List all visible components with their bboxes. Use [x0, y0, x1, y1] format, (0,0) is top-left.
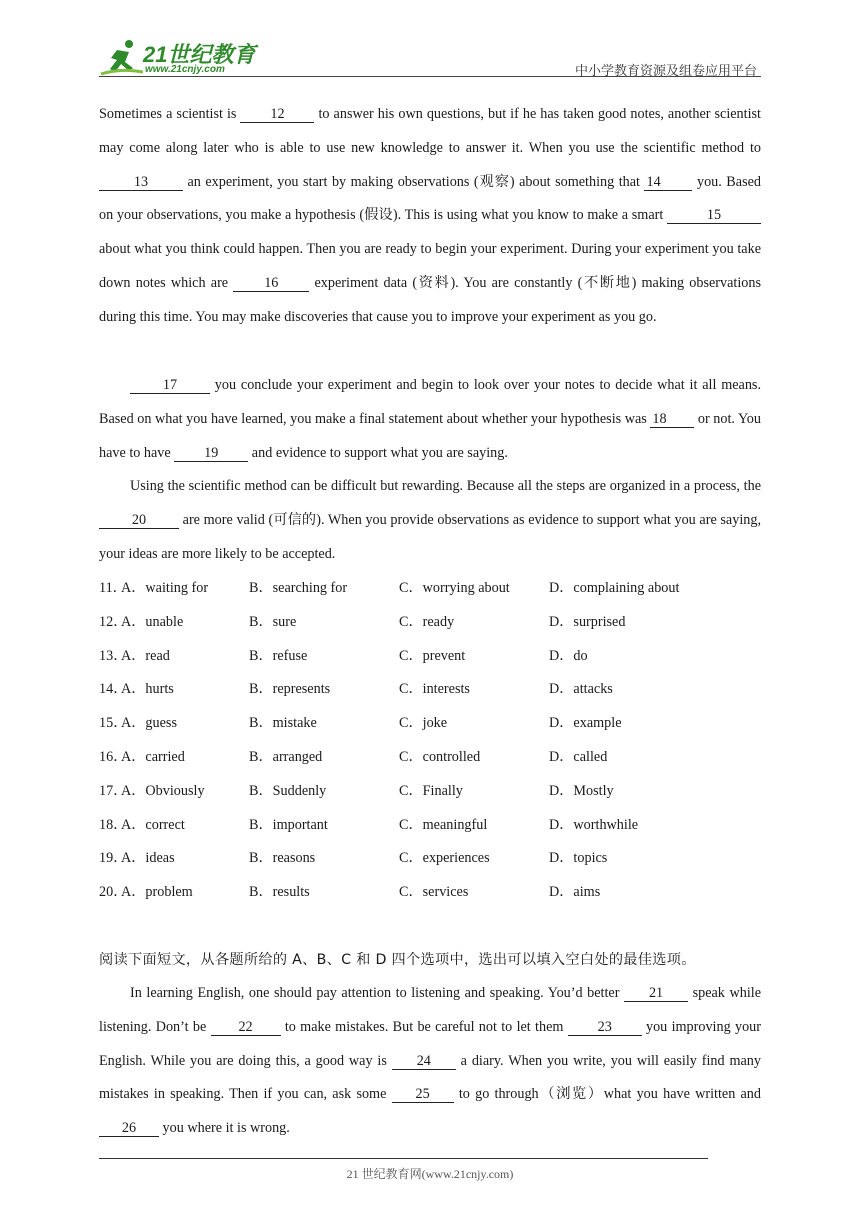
option-b: B．Suddenly — [249, 782, 327, 799]
option-b: B．sure — [249, 613, 297, 630]
blank-26: 26 — [99, 1121, 159, 1137]
option-a: A．unable — [121, 613, 184, 630]
header-divider — [99, 76, 761, 77]
option-d: D．example — [549, 715, 622, 732]
option-b: B．represents — [249, 681, 331, 698]
blank-14: 14 — [644, 175, 692, 191]
passage1-paragraph1: Sometimes a scientist is 12 to answer his own questions, but if he has taken good notes, another scientist may come along later who is able to use new knowledge to answer it. When you use the scientific method to 13 an experiment, you start by making observations (观察) about something that 14 you. Based on your observations, you make a hypothesis (假设). This is using what you know to make a smart 15 about what you think could happen. Then you are ready to begin your experiment. During your experiment you take down notes which are 16 experiment data (资料). You are constantly (不断地) making observations during this time. You may make discoveries that cause you to improve your experiment as you go. — [99, 106, 761, 325]
passage1-paragraph3: Using the scientific method can be difficult but rewarding. Because all the steps are organized in a process, the 20 are more valid (可信的). When you provide observations as evidence to support what you are saying, your ideas are more likely to be accepted. — [99, 478, 761, 562]
footer-divider — [99, 1158, 708, 1159]
option-row-15 — [99, 707, 761, 741]
option-a: A．hurts — [121, 681, 174, 698]
option-row-13 — [99, 640, 761, 674]
question-number: 12． — [99, 613, 128, 630]
blank-23: 23 — [568, 1020, 642, 1036]
option-b: B．important — [249, 816, 328, 833]
option-c: C．worrying about — [399, 580, 510, 596]
option-a: A．waiting for — [121, 580, 209, 596]
option-row-16 — [99, 741, 761, 775]
option-a: A．correct — [121, 816, 185, 833]
option-row-12 — [99, 606, 761, 640]
option-d: D．worthwhile — [549, 816, 639, 833]
answer-options — [99, 572, 761, 910]
option-d: D．called — [549, 748, 608, 765]
question-number: 13． — [99, 647, 128, 664]
option-b: B．refuse — [249, 647, 308, 664]
option-d: D．do — [549, 647, 588, 664]
option-b: B．reasons — [249, 850, 316, 867]
logo-text: 21世纪教育 — [143, 42, 256, 67]
option-b: B．results — [249, 884, 310, 901]
blank-20: 20 — [99, 513, 179, 529]
option-b: B．searching for — [249, 580, 348, 596]
logo-url: www.21cnjy.com — [145, 64, 225, 75]
blank-16: 16 — [233, 276, 309, 292]
blank-19: 19 — [174, 446, 248, 462]
option-row-14 — [99, 673, 761, 707]
option-c: C．services — [399, 884, 469, 901]
option-row-18 — [99, 809, 761, 843]
header-slogan: 中小学教育资源及组卷应用平台 — [574, 64, 757, 79]
blank-24: 24 — [392, 1054, 456, 1070]
option-b: B．arranged — [249, 748, 323, 765]
option-d: D．complaining about — [549, 580, 680, 596]
blank-18: 18 — [650, 412, 694, 428]
option-c: C．interests — [399, 681, 470, 698]
question-number: 18． — [99, 816, 128, 833]
blank-15: 15 — [667, 208, 761, 224]
option-d: D．Mostly — [549, 782, 614, 799]
question-number: 17． — [99, 782, 128, 799]
option-c: C．ready — [399, 613, 455, 630]
question-number: 14． — [99, 681, 128, 698]
site-logo — [99, 36, 259, 80]
runner-logo-icon — [99, 38, 143, 78]
blank-21: 21 — [624, 986, 688, 1002]
question-number: 19． — [99, 850, 128, 867]
option-a: A．carried — [121, 748, 185, 765]
blank-13: 13 — [99, 175, 183, 191]
option-row-11 — [99, 572, 761, 606]
option-c: C．meaningful — [399, 816, 488, 833]
option-d: D．aims — [549, 884, 601, 901]
option-d: D．surprised — [549, 613, 626, 630]
page-footer: 21 世纪教育网(www.21cnjy.com) — [346, 1167, 514, 1181]
option-a: A．Obviously — [121, 782, 205, 799]
option-c: C．Finally — [399, 782, 463, 799]
option-a: A．guess — [121, 715, 177, 732]
question-number: 20． — [99, 884, 128, 901]
option-row-19 — [99, 842, 761, 876]
passage2-paragraph: In learning English, one should pay attention to listening and speaking. You’d better 21 speak while listening. Don’t be 22 to make mistakes. But be careful not to let them 23 you improving your English. While you are doing this, a good way is 24 a diary. When you write, you will easily find many mistakes in speaking. Then if you can, ask some 25 to go through（浏览）what you have written and 26 you where it is wrong. — [99, 985, 761, 1137]
blank-22: 22 — [211, 1020, 281, 1036]
blank-25: 25 — [392, 1087, 454, 1103]
passage1-paragraph2: 17 you conclude your experiment and begin to look over your notes to decide what it all means. Based on what you have learned, you make a final statement about whether your hypothesis was 18 or not. You have to have 19 and evidence to support what you are saying. — [99, 377, 761, 461]
question-number: 16． — [99, 748, 128, 765]
option-c: C．joke — [399, 715, 448, 732]
option-c: C．prevent — [399, 647, 466, 664]
option-row-17 — [99, 775, 761, 809]
option-a: A．problem — [121, 884, 193, 901]
option-d: D．attacks — [549, 681, 613, 698]
option-d: D．topics — [549, 850, 608, 867]
option-c: C．controlled — [399, 748, 481, 765]
blank-12: 12 — [240, 107, 314, 123]
page-header — [99, 36, 761, 80]
option-b: B．mistake — [249, 715, 317, 732]
option-row-20 — [99, 876, 761, 910]
question-number: 15． — [99, 715, 128, 732]
blank-17: 17 — [130, 378, 210, 394]
option-a: A．read — [121, 647, 170, 664]
option-a: A．ideas — [121, 850, 175, 867]
option-c: C．experiences — [399, 850, 490, 867]
section-instruction: 阅读下面短文，从各题所给的 A、B、C 和 D 四个选项中，选出可以填入空白处的最佳选项。 — [99, 952, 696, 968]
question-number: 11． — [99, 580, 127, 596]
